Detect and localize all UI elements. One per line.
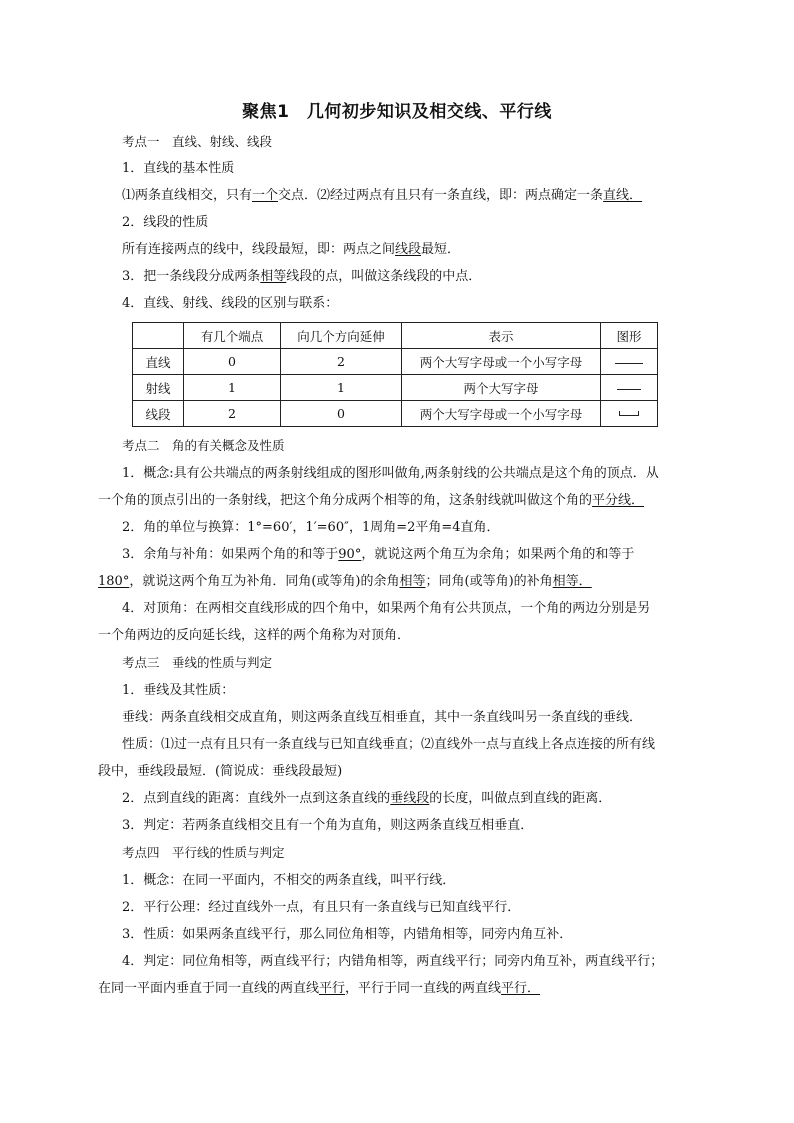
text: 在同一平面内垂直于同一直线的两直线 <box>98 981 320 996</box>
table-header-cell: 有几个端点 <box>184 323 281 349</box>
answer-blank: 相等 <box>260 269 287 284</box>
table-cell: 0 <box>281 401 402 427</box>
paragraph-line: 性质：⑴过一点有且只有一条直线与已知直线垂直；⑵直线外一点与直线上各点连接的所有线 <box>122 737 656 752</box>
text: 交点．⑵经过两点有且只有一条直线，即：两点确定一条 <box>278 188 604 203</box>
paragraph-midpoint <box>122 267 722 287</box>
table-row <box>133 349 658 375</box>
table-header-cell: 表示 <box>402 323 601 349</box>
paragraph-line: 2．角的单位与换算：1°=60′，1′=60″，1周角=2平角=4直角． <box>122 520 500 535</box>
table-header-cell: 图形 <box>601 323 658 349</box>
text: ；同角(或等角)的补角 <box>425 574 553 589</box>
paragraph-line: 1．概念：在同一平面内，不相交的两条直线，叫平行线． <box>122 873 456 888</box>
answer-blank: 线段 <box>395 242 422 257</box>
table-row <box>133 401 658 427</box>
answer-blank: 相等 <box>399 574 426 589</box>
paragraph-line <box>122 545 722 565</box>
paragraph-line: 段中，垂线段最短．(简说成：垂线段最短) <box>98 764 343 779</box>
paragraph-line: 4．对顶角：在两相交直线形成的四个角中，如果两个角有公共顶点，一个角的两边分别是另 <box>122 601 651 616</box>
table-cell: 1 <box>281 375 402 401</box>
answer-blank: 直线． <box>603 188 643 203</box>
text: 2．点到直线的距离：直线外一点到这条直线的 <box>122 791 391 806</box>
answer-blank: 180° <box>98 574 130 589</box>
answer-blank: 90° <box>338 547 362 562</box>
paragraph-line: 1．概念:具有公共端点的两条射线组成的图形叫做角,两条射线的公共端点是这个角的顶点．从 <box>122 466 659 481</box>
section-heading-4: 考点四 平行线的性质与判定 <box>122 845 285 860</box>
text: ，就说这两个角互为余角；如果两个角的和等于 <box>361 547 635 562</box>
text: ⑴两条直线相交，只有 <box>122 188 253 203</box>
table-cell: 0 <box>184 349 281 375</box>
section-heading-1: 考点一 直线、射线、线段 <box>122 134 273 149</box>
ray-figure-cell <box>601 375 658 401</box>
subheading-line-basic: 1．直线的基本性质 <box>122 161 235 176</box>
text: 一个角的顶点引出的一条射线，把这个角分成两个相等的角，这条射线就叫做这个角的 <box>98 493 593 508</box>
paragraph-line <box>122 789 722 809</box>
paragraph-segment-shortest <box>122 240 722 260</box>
answer-blank: 垂线段 <box>390 791 430 806</box>
answer-blank: 相等． <box>552 574 592 589</box>
table-cell: 两个大写字母或一个小写字母 <box>402 401 601 427</box>
section-heading-2: 考点二 角的有关概念及性质 <box>122 438 285 453</box>
table-cell: 2 <box>184 401 281 427</box>
text: ，就说这两个角互为补角．同角(或等角)的余角 <box>129 574 400 589</box>
table-header-row <box>133 323 658 349</box>
paragraph-line: 1．垂线及其性质： <box>122 683 235 698</box>
text: 的长度，叫做点到直线的距离． <box>429 791 612 806</box>
paragraph-line-intersect <box>122 186 722 206</box>
table-header-cell: 向几个方向延伸 <box>281 323 402 349</box>
paragraph-line: 垂线：两条直线相交成直角，则这两条直线互相垂直，其中一条直线叫另一条直线的垂线． <box>122 710 643 725</box>
answer-blank: 平行． <box>501 981 541 996</box>
answer-blank: 平分线． <box>592 493 645 508</box>
paragraph-line <box>98 979 698 999</box>
table-cell: 直线 <box>133 349 184 375</box>
line-figure-icon <box>615 354 643 366</box>
paragraph-line: 3．性质：如果两条直线平行，那么同位角相等，内错角相等，同旁内角互补． <box>122 927 573 942</box>
paragraph-line: 2．平行公理：经过直线外一点，有且只有一条直线与已知直线平行． <box>122 900 521 915</box>
line-figure-cell <box>601 349 658 375</box>
segment-figure-icon <box>619 406 639 418</box>
page-title: 聚焦1 几何初步知识及相交线、平行线 <box>242 102 552 122</box>
table-cell: 1 <box>184 375 281 401</box>
paragraph-line: 一个角两边的反向延长线，这样的两个角称为对顶角． <box>98 628 411 643</box>
segment-figure-cell <box>601 401 658 427</box>
subheading-compare: 4．直线、射线、线段的区别与联系： <box>122 296 339 311</box>
table-header-cell <box>133 323 184 349</box>
text: 所有连接两点的线中，线段最短，即：两点之间 <box>122 242 396 257</box>
table-cell: 线段 <box>133 401 184 427</box>
text: 最短． <box>421 242 461 257</box>
paragraph-line: 4．判定：同位角相等，两直线平行；内错角相等，两直线平行；同旁内角互补，两直线平行； <box>122 954 664 969</box>
table-cell: 2 <box>281 349 402 375</box>
ray-figure-icon <box>617 380 641 392</box>
table-cell: 两个大写字母 <box>402 375 601 401</box>
table-cell: 两个大写字母或一个小写字母 <box>402 349 601 375</box>
paragraph-line <box>98 572 698 592</box>
paragraph-line: 3．判定：若两条直线相交且有一个角为直角，则这两条直线互相垂直． <box>122 818 534 833</box>
answer-blank: 平行 <box>319 981 346 996</box>
text: ，平行于同一直线的两直线 <box>345 981 502 996</box>
answer-blank: 一个 <box>252 188 279 203</box>
text: 3．把一条线段分成两条 <box>122 269 261 284</box>
paragraph-line <box>98 491 698 511</box>
section-heading-3: 考点三 垂线的性质与判定 <box>122 655 273 670</box>
table-cell: 射线 <box>133 375 184 401</box>
table-row <box>133 375 658 401</box>
text: 线段的点，叫做这条线段的中点． <box>286 269 482 284</box>
comparison-table <box>132 322 658 427</box>
text: 3．余角与补角：如果两个角的和等于 <box>122 547 339 562</box>
subheading-segment: 2．线段的性质 <box>122 215 209 230</box>
